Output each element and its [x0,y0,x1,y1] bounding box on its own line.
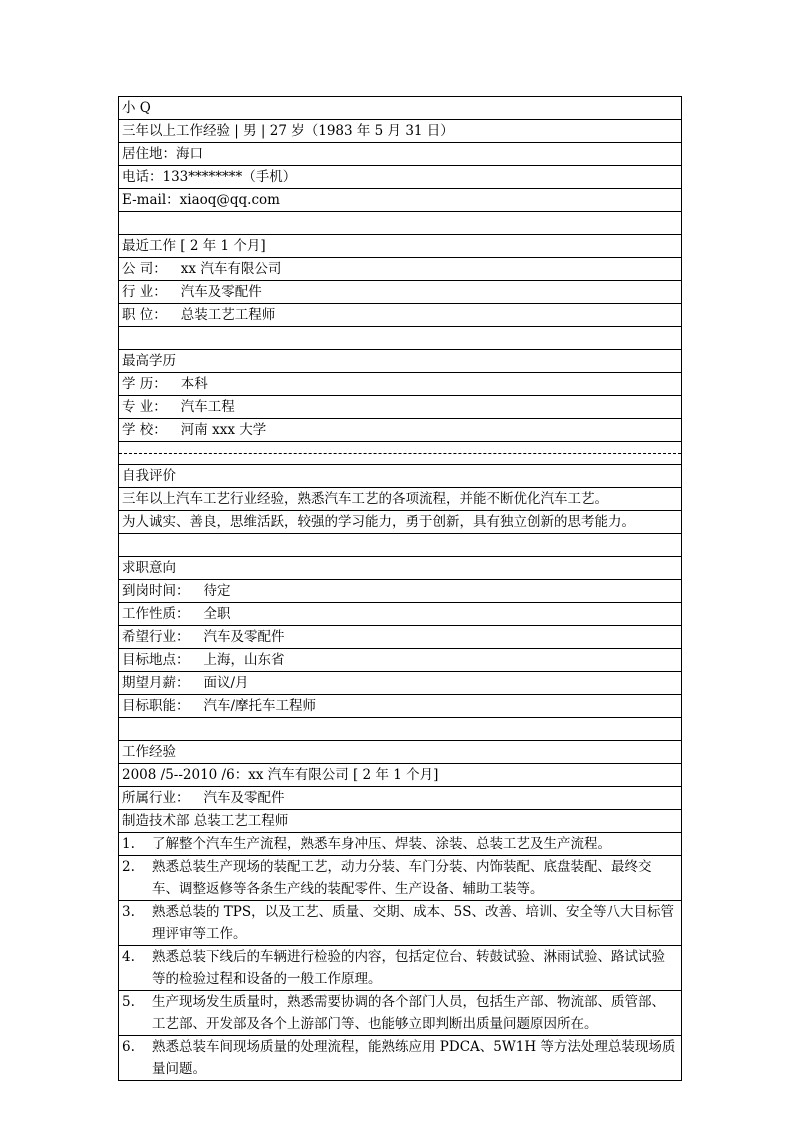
degree-row [119,373,682,396]
expected-salary-value: 面议/月 [203,675,249,691]
duty-item [119,946,682,991]
dashed-line [119,453,681,454]
self-evaluation-line-2: 为人诚实、善良，思维活跃，较强的学习能力，勇于创新，具有独立创新的思考能力。 [119,511,682,534]
work-type-row [119,603,682,626]
arrival-value: 待定 [203,583,231,599]
work-industry-value: 汽车及零配件 [203,790,285,806]
duty-number: 5. [122,994,135,1010]
recent-position-label: 职 位： [122,307,167,323]
degree-value: 本科 [180,376,208,392]
spacer-row [119,534,682,557]
recent-company-row [119,258,682,281]
recent-industry-label: 行 业： [122,284,167,300]
duty-text: 了解整个汽车生产流程，熟悉车身冲压、焊装、涂装、总装工艺及生产流程。 [152,836,611,852]
target-role-value: 汽车/摩托车工程师 [203,698,317,714]
school-label: 学 校： [122,422,167,438]
duty-number: 6. [122,1039,135,1055]
work-period: 2008 /5--2010 /6：xx 汽车有限公司 [ 2 年 1 个月] [119,764,682,787]
recent-industry-row [119,281,682,304]
school-value: 河南 xxx 大学 [180,422,267,438]
arrival-label: 到岗时间： [122,583,190,599]
target-role-label: 目标职能： [122,698,190,714]
work-type-value: 全职 [203,606,231,622]
work-industry-row [119,787,682,810]
recent-position-value: 总装工艺工程师 [180,307,276,323]
recent-company-label: 公 司： [122,261,167,277]
spacer-row [119,718,682,741]
major-label: 专 业： [122,399,167,415]
desired-industry-value: 汽车及零配件 [203,629,285,645]
recent-position-row [119,304,682,327]
target-role-row [119,695,682,718]
arrival-row [119,580,682,603]
work-department: 制造技术部 总装工艺工程师 [119,810,682,833]
target-location-row [119,649,682,672]
email: E-mail：xiaoq@qq.com [119,189,682,212]
desired-industry-row [119,626,682,649]
candidate-name: 小 Q [119,97,682,120]
recent-industry-value: 汽车及零配件 [180,284,262,300]
residence: 居住地：海口 [119,143,682,166]
work-experience-title: 工作经验 [119,741,682,764]
candidate-summary: 三年以上工作经验 | 男 | 27 岁（1983 年 5 月 31 日） [119,120,682,143]
recent-job-title: 最近工作 [ 2 年 1 个月] [119,235,682,258]
desired-industry-label: 希望行业： [122,629,190,645]
duty-text: 熟悉总装的 TPS，以及工艺、质量、交期、成本、5S、改善、培训、安全等八大目标管理评审等工作。 [152,904,674,942]
duty-item [119,856,682,901]
dashed-divider [119,442,682,465]
major-value: 汽车工程 [180,399,235,415]
job-intention-title: 求职意向 [119,557,682,580]
major-row [119,396,682,419]
duty-number: 1. [122,836,135,852]
duty-item [119,901,682,946]
duty-text: 熟悉总装下线后的车辆进行检验的内容，包括定位台、转鼓试验、淋雨试验、路试试验等的检验过程和设备的一般工作原理。 [152,949,665,987]
spacer-row [119,327,682,350]
duty-text: 熟悉总装车间现场质量的处理流程，能熟练应用 PDCA、5W1H 等方法处理总装现场质量问题。 [152,1039,676,1077]
target-location-label: 目标地点： [122,652,190,668]
resume-table [118,96,682,1081]
duty-text: 生产现场发生质量时，熟悉需要协调的各个部门人员，包括生产部、物流部、质管部、工艺部、开发部及各个上游部门等、也能够立即判断出质量问题原因所在。 [152,994,665,1032]
duty-item [119,991,682,1036]
school-row [119,419,682,442]
expected-salary-row [119,672,682,695]
target-location-value: 上海，山东省 [203,652,285,668]
work-type-label: 工作性质： [122,606,190,622]
duty-number: 4. [122,949,135,965]
expected-salary-label: 期望月薪： [122,675,190,691]
duty-number: 3. [122,904,135,920]
phone: 电话：133********（手机） [119,166,682,189]
spacer-row [119,212,682,235]
duty-item [119,833,682,856]
degree-label: 学 历： [122,376,167,392]
education-title: 最高学历 [119,350,682,373]
recent-company-value: xx 汽车有限公司 [180,261,282,277]
self-evaluation-line-1: 三年以上汽车工艺行业经验，熟悉汽车工艺的各项流程，并能不断优化汽车工艺。 [119,488,682,511]
duty-text: 熟悉总装生产现场的装配工艺，动力分装、车门分装、内饰装配、底盘装配、最终交车、调整返修等各条生产线的装配零件、生产设备、辅助工装等。 [152,859,652,897]
duty-item [119,1036,682,1081]
duty-number: 2. [122,859,135,875]
self-evaluation-title: 自我评价 [119,465,682,488]
work-industry-label: 所属行业： [122,790,190,806]
